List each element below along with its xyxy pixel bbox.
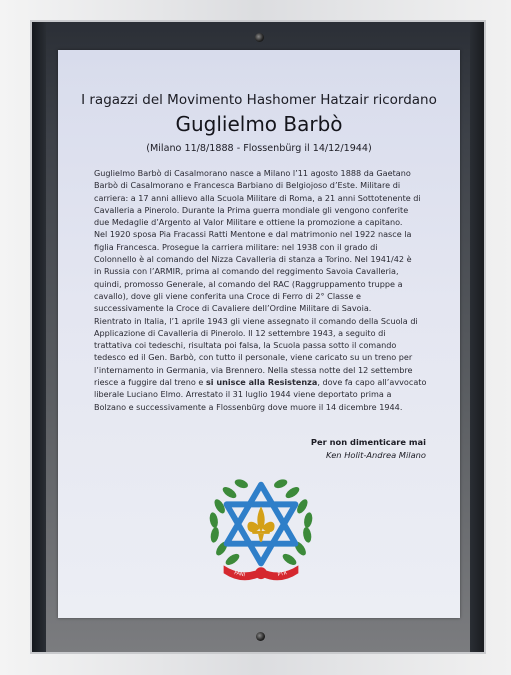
mounting-screw-bottom: [256, 632, 265, 641]
honoree-name: Guglielmo Barbò: [175, 112, 343, 136]
bio-line: Cavalleria a Pinerolo. Durante la Prima guerra mondiale gli vengono conferite: [94, 204, 409, 215]
bio-line: Nel 1920 sposa Pia Fracassi Ratti Mentone e dal matrimonio nel 1922 nasce la: [94, 229, 412, 240]
biography-text: [94, 167, 436, 413]
signature-author: Ken Holit-Andrea Milano: [326, 449, 426, 460]
bio-line: l’internamento in Germania, via Brennero. Nella stessa notte del 12 settembre: [94, 364, 413, 375]
bio-line: Bolzano e successivamente a Flossenbürg dove muore il 14 dicembre 1944.: [94, 401, 403, 412]
frame-edge-left: [32, 22, 46, 652]
fleur-de-lis-icon: [247, 506, 274, 541]
signature-block: [300, 436, 426, 461]
honoree-dates: (Milano 11/8/1888 - Flossenbürg il 14/12/1944): [146, 143, 372, 154]
signature-motto: Per non dimenticare mai: [310, 437, 426, 447]
bio-line: liberale Luciano Elmo. Arrestato il 31 luglio 1944 viene deportato prima a: [94, 389, 392, 400]
resistance-highlight: si unisce alla Resistenza: [205, 377, 318, 388]
memorial-heading: I ragazzi del Movimento Hashomer Hatzair ricordano: [81, 92, 437, 108]
bio-line: Rientrato in Italia, l’1 aprile 1943 gli viene assegnato il comando della Scuola di: [94, 315, 418, 326]
bio-line: successivamente la Croce di Cavaliere dell’Ordine Militare di Savoia.: [94, 303, 372, 314]
bio-line: figlia Francesca. Prosegue la carriera militare: nel 1938 con il grado di: [94, 241, 378, 252]
bio-line: trattativa coi tedeschi, risultata poi falsa, la Scuola passa sotto il comando: [94, 340, 397, 351]
bio-line-resistance: [94, 376, 436, 388]
bio-line: Applicazione di Cavalleria di Pinerolo. Il 12 settembre 1943, a seguito di: [94, 327, 386, 338]
bio-line: in Russia con l’ARMIR, prima al comando del reggimento Savoia Cavalleria,: [94, 266, 399, 277]
bio-line: Guglielmo Barbò di Casalmorano nasce a Milano l’11 agosto 1888 da Gaetano: [94, 168, 411, 178]
bio-line: cavallo), dove gli viene conferita una Croce di Ferro di 2° Classe e: [94, 290, 362, 301]
bio-line: quindi, promosso Generale, al comando del RAC (Raggruppamento truppe a: [94, 278, 403, 289]
bio-line-part: riesce a fuggire dal treno e: [94, 377, 206, 388]
bio-line: Colonnello è al comando del Nizza Cavalleria di stanza a Torino. Nel 1941/42 è: [94, 254, 412, 265]
bio-line: tedesco ed il Gen. Barbò, con tutto il personale, viene caricato su un treno per: [94, 352, 413, 363]
mounting-screw-top: [255, 33, 264, 42]
ribbon-text-right: PTR: [277, 570, 288, 579]
bio-line: Barbò di Casalmorano e Francesca Barbiano di Belgiojoso d’Este. Militare di: [94, 180, 401, 191]
ribbon-text-left: FANI: [233, 570, 246, 579]
bio-line-part: , dove fa capo all’avvocato: [317, 377, 427, 388]
bio-line: carriera: a 17 anni allievo alla Scuola Militare di Roma, a 21 anni Sottotenente di: [94, 192, 421, 203]
frame-edge-right: [470, 22, 484, 652]
bio-line: due Medaglie d’Argento al Valor Militare e ottiene la promozione a capitano.: [94, 217, 403, 228]
hashomer-emblem: [202, 467, 320, 585]
